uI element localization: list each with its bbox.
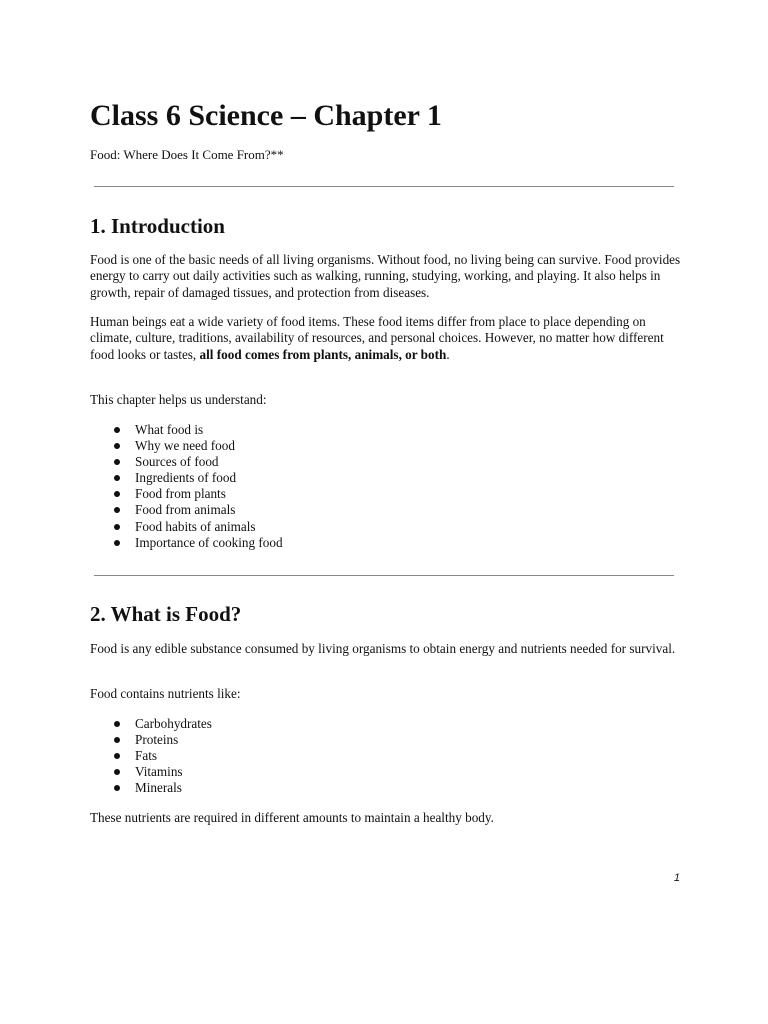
bullet-icon xyxy=(114,721,120,727)
divider-top xyxy=(94,186,674,187)
intro-paragraph-2-text: Human beings eat a wide variety of food items. These food items differ from place to place depending on climate, culture, traditions, availability of resources, and personal choices. However, no matter how different food looks or tastes, xyxy=(90,314,664,362)
list-item-text: What food is xyxy=(135,422,204,437)
intro-paragraph-2 xyxy=(90,314,686,363)
nutrients-list-lead: Food contains nutrients like: xyxy=(90,686,241,701)
list-item xyxy=(90,780,212,796)
list-item-text: Proteins xyxy=(135,732,179,748)
list-item xyxy=(90,470,283,486)
list-item xyxy=(90,716,212,732)
bullet-icon xyxy=(114,753,120,759)
list-item xyxy=(90,422,283,438)
intro-list-lead: This chapter helps us understand: xyxy=(90,392,267,407)
list-item xyxy=(90,535,283,551)
bullet-icon xyxy=(114,507,120,513)
list-item-text: Importance of cooking food xyxy=(135,534,283,550)
list-item-text: Food habits of animals xyxy=(135,518,256,534)
page-number: 1 xyxy=(673,872,680,884)
bullet-icon xyxy=(114,785,120,791)
section-heading-introduction: 1. Introduction xyxy=(90,214,225,238)
page-subtitle: Food: Where Does It Come From?** xyxy=(90,147,284,162)
list-item xyxy=(90,519,283,535)
intro-paragraph-2-end: . xyxy=(446,346,450,362)
list-item-text: Why we need food xyxy=(135,438,235,454)
nutrients-closing-paragraph: These nutrients are required in different amounts to maintain a healthy body. xyxy=(90,810,494,825)
bullet-icon xyxy=(114,443,120,449)
list-item xyxy=(90,732,212,748)
list-item xyxy=(90,454,283,470)
list-item-text: Minerals xyxy=(135,780,182,796)
nutrients-list xyxy=(90,716,212,796)
list-item xyxy=(90,486,283,502)
intro-paragraph-1: Food is one of the basic needs of all living organisms. Without food, no living being can survive. Food provides energy to carry out daily activities such as walking, running, studying, working, and playing. It also helps in growth, repair of damaged tissues, and protection from diseases. xyxy=(90,252,681,300)
bullet-icon xyxy=(114,459,120,465)
intro-paragraph-2-emphasis: all food comes from plants, animals, or both xyxy=(199,346,447,362)
bullet-icon xyxy=(114,475,120,481)
intro-topic-list xyxy=(90,422,283,551)
what-is-food-paragraph: Food is any edible substance consumed by living organisms to obtain energy and nutrients needed for survival. xyxy=(90,641,676,656)
list-item-text: Food from plants xyxy=(135,486,226,502)
bullet-icon xyxy=(114,737,120,743)
page-title: Class 6 Science – Chapter 1 xyxy=(90,99,442,132)
list-item xyxy=(90,438,283,454)
list-item-text: Fats xyxy=(135,748,157,764)
bullet-icon xyxy=(114,491,120,497)
bullet-icon xyxy=(114,540,120,546)
list-item-text: Food from animals xyxy=(135,502,236,518)
list-item xyxy=(90,764,212,780)
list-item-text: Vitamins xyxy=(135,764,183,780)
list-item-text: Sources of food xyxy=(135,454,219,470)
bullet-icon xyxy=(114,769,120,775)
bullet-icon xyxy=(114,524,120,530)
list-item-text: Ingredients of food xyxy=(135,470,237,486)
list-item xyxy=(90,748,212,764)
section-heading-what-is-food: 2. What is Food? xyxy=(90,602,242,626)
list-item xyxy=(90,502,283,518)
divider-middle xyxy=(94,575,674,576)
list-item-text: Carbohydrates xyxy=(135,716,212,731)
bullet-icon xyxy=(114,427,120,433)
